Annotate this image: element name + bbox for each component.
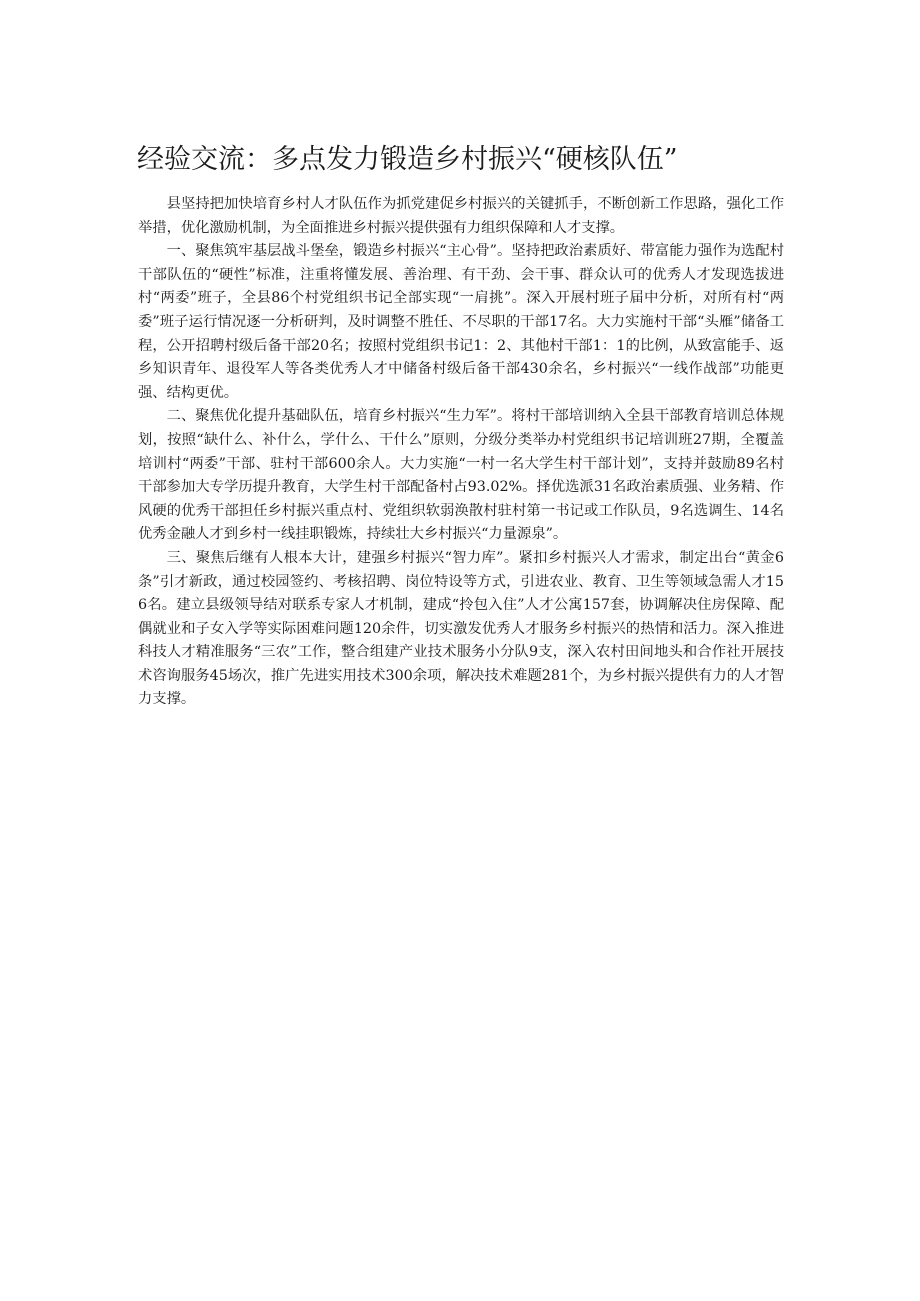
section-three-paragraph: 三、聚焦后继有人根本大计，建强乡村振兴“智力库”。紧扣乡村振兴人才需求，制定出台“黄金6条”引才新政，通过校园签约、考核招聘、岗位特设等方式，引进农业、教育、卫生等领域急需人才156名。建立县级领导结对联系专家人才机制，建成“拎包入住”人才公寓157套，协调解决住房保障、配偶就业和子女入学等实际困难问题120余件，切实激发优秀人才服务乡村振兴的热情和活力。深入推进科技人才精准服务“三农”工作，整合组建产业技术服务小分队9支，深入农村田间地头和合作社开展技术咨询服务45场次，推广先进实用技术300余项，解决技术难题281个，为乡村振兴提供有力的人才智力支撑。 (138, 549, 784, 708)
section-one-paragraph: 一、聚焦筑牢基层战斗堡垒，锻造乡村振兴“主心骨”。坚持把政治素质好、带富能力强作为选配村干部队伍的“硬性”标准，注重将懂发展、善治理、有干劲、会干事、群众认可的优秀人才发现选拔进村“两委”班子，全县86个村党组织书记全部实现“一肩挑”。深入开展村班子届中分析，对所有村“两委”班子运行情况逐一分析研判，及时调整不胜任、不尽职的干部17名。大力实施村干部“头雁”储备工程，公开招聘村级后备干部20名；按照村党组织书记1：2、其他村干部1：1的比例，从致富能手、返乡知识青年、退役军人等各类优秀人才中储备村级后备干部430余名，乡村振兴“一线作战部”功能更强、结构更优。 (138, 243, 784, 401)
document-title: 经验交流：多点发力锻造乡村振兴“硬核队伍” (137, 144, 678, 175)
intro-paragraph: 县坚持把加快培育乡村人才队伍作为抓党建促乡村振兴的关键抓手，不断创新工作思路，强化工作举措，优化激励机制，为全面推进乡村振兴提供强有力组织保障和人才支撑。 (138, 196, 784, 236)
document-body (138, 193, 784, 712)
section-two-paragraph: 二、聚焦优化提升基础队伍，培育乡村振兴“生力军”。将村干部培训纳入全县干部教育培训总体规划，按照“缺什么、补什么，学什么、干什么”原则，分级分类举办村党组织书记培训班27期，全覆盖培训村“两委”干部、驻村干部600余人。大力实施“一村一名大学生村干部计划”，支持并鼓励89名村干部参加大专学历提升教育，大学生村干部配备村占93.02%。择优选派31名政治素质强、业务精、作风硬的优秀干部担任乡村振兴重点村、党组织软弱涣散村驻村第一书记或工作队员，9名选调生、14名优秀金融人才到乡村一线挂职锻炼，持续壮大乡村振兴“力量源泉”。 (138, 408, 784, 543)
